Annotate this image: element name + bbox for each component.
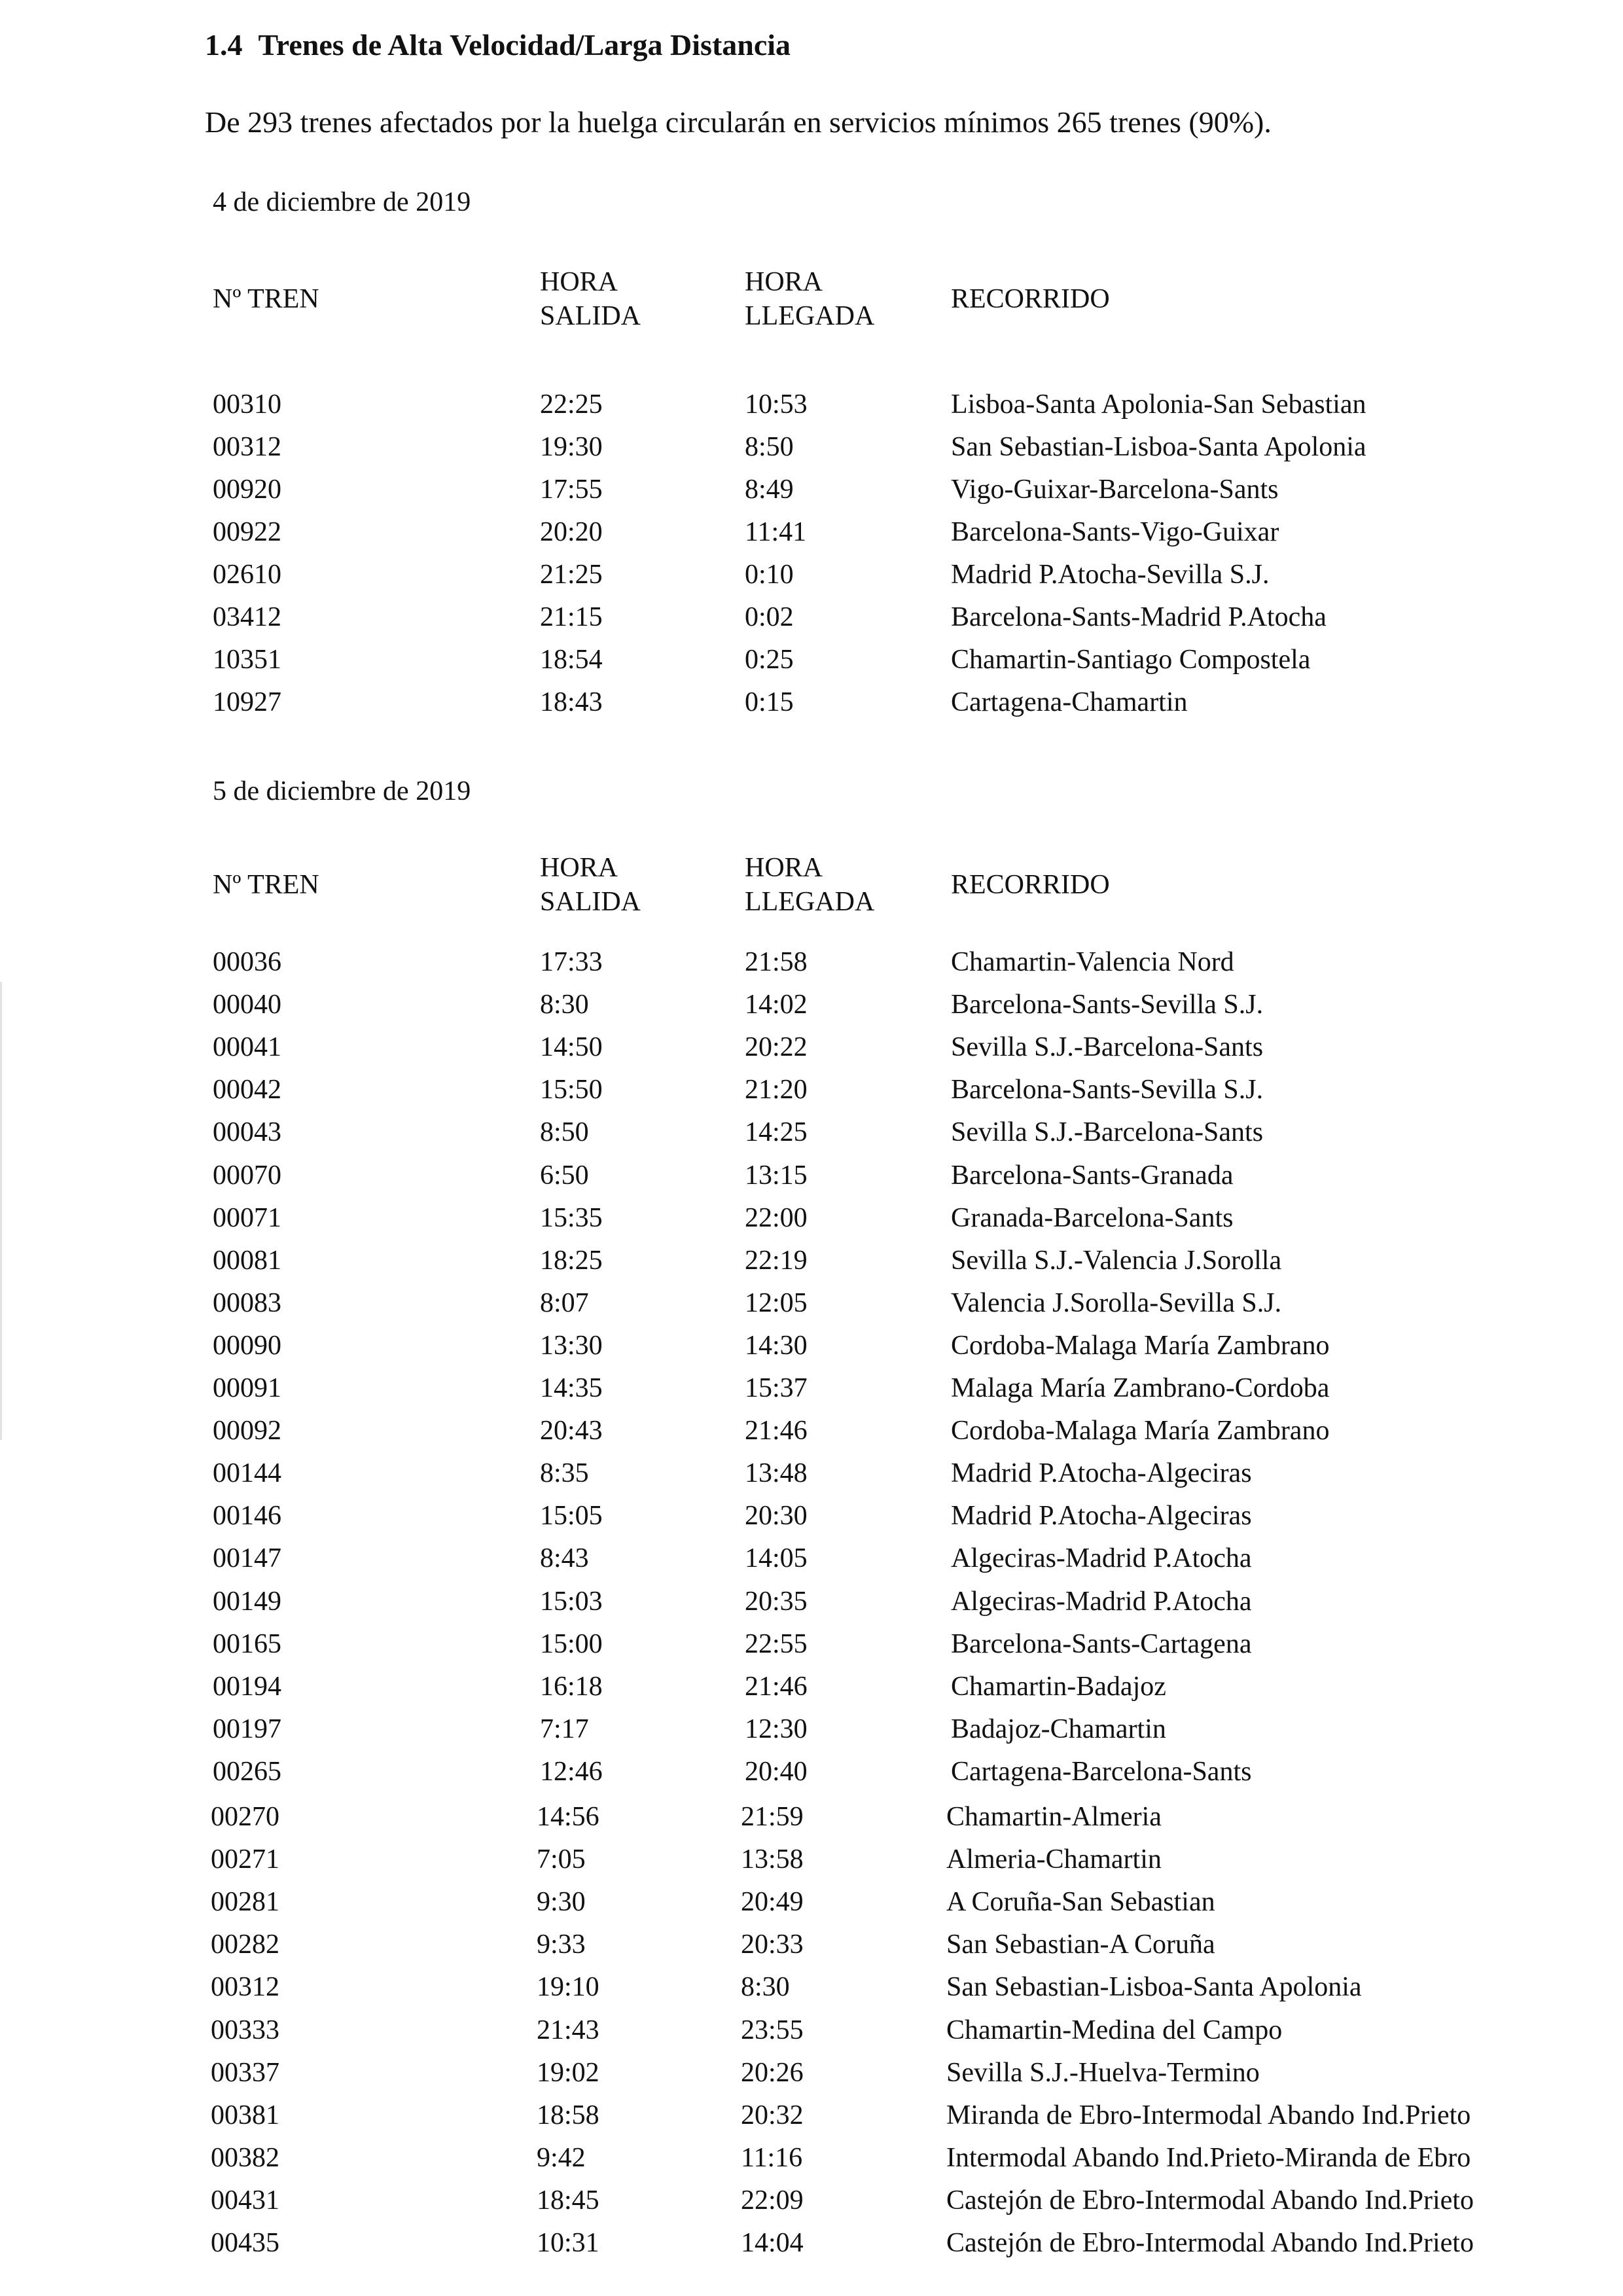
route: Almeria-Chamartin [946, 1844, 1162, 1874]
route: Barcelona-Sants-Cartagena [951, 1629, 1252, 1659]
arrival-time: 21:20 [745, 1075, 808, 1105]
table-row [0, 1282, 1623, 1325]
arrival-time: 21:59 [741, 1802, 804, 1832]
route: Valencia J.Sorolla-Sevilla S.J. [951, 1288, 1282, 1318]
arrival-time: 20:22 [745, 1032, 808, 1062]
departure-time: 18:25 [540, 1246, 603, 1276]
route: Granada-Barcelona-Sants [951, 1203, 1234, 1233]
arrival-time: 14:04 [741, 2228, 804, 2258]
train-number: 00312 [213, 432, 281, 462]
train-number: 00312 [211, 1972, 279, 2002]
train-number: 00382 [211, 2143, 279, 2173]
arrival-time: 13:58 [741, 1844, 804, 1874]
route: Cartagena-Barcelona-Sants [951, 1757, 1252, 1787]
table-row [0, 1452, 1623, 1495]
train-number: 00081 [213, 1246, 281, 1276]
arrival-time: 14:30 [745, 1331, 808, 1361]
departure-time: 16:18 [540, 1672, 603, 1702]
departure-time: 19:02 [537, 2058, 599, 2088]
arrival-time: 12:30 [745, 1714, 808, 1744]
table-row [0, 1026, 1623, 1069]
departure-time: 18:58 [537, 2100, 599, 2130]
route: Cordoba-Malaga María Zambrano [951, 1331, 1330, 1361]
column-header-llegada-line1: HORA [745, 267, 823, 297]
table-row [0, 2052, 1623, 2094]
train-number: 00197 [213, 1714, 281, 1744]
route: Chamartin-Santiago Compostela [951, 645, 1311, 675]
route: Algeciras-Madrid P.Atocha [951, 1543, 1252, 1573]
column-header-salida-line2: SALIDA [540, 301, 641, 331]
table-row [0, 941, 1623, 984]
route: Cordoba-Malaga María Zambrano [951, 1416, 1330, 1446]
departure-time: 18:54 [540, 645, 603, 675]
section-title: Trenes de Alta Velocidad/Larga Distancia [258, 28, 791, 62]
table-row [0, 1325, 1623, 1367]
departure-time: 8:43 [540, 1543, 589, 1573]
table-row [0, 2009, 1623, 2052]
route: Madrid P.Atocha-Sevilla S.J. [951, 560, 1270, 590]
train-number: 00092 [213, 1416, 281, 1446]
train-number: 00083 [213, 1288, 281, 1318]
table-row [0, 1666, 1623, 1708]
train-number: 00194 [213, 1672, 281, 1702]
arrival-time: 0:15 [745, 687, 794, 717]
train-number: 00922 [213, 517, 281, 547]
train-number: 00381 [211, 2100, 279, 2130]
arrival-time: 12:05 [745, 1288, 808, 1318]
departure-time: 12:46 [540, 1757, 603, 1787]
table-row [0, 1581, 1623, 1623]
departure-time: 15:50 [540, 1075, 603, 1105]
train-number: 00042 [213, 1075, 281, 1105]
arrival-time: 11:41 [745, 517, 807, 547]
departure-time: 8:30 [540, 990, 589, 1020]
train-number: 00147 [213, 1543, 281, 1573]
arrival-time: 13:48 [745, 1458, 808, 1488]
departure-time: 22:25 [540, 389, 603, 420]
route: Barcelona-Sants-Granada [951, 1160, 1234, 1191]
table-row [0, 1796, 1623, 1839]
arrival-time: 0:25 [745, 645, 794, 675]
column-header-llegada [745, 851, 874, 919]
arrival-time: 22:00 [745, 1203, 808, 1233]
departure-time: 20:20 [540, 517, 603, 547]
train-number: 00040 [213, 990, 281, 1020]
train-number: 00265 [213, 1757, 281, 1787]
departure-time: 18:45 [537, 2185, 599, 2215]
departure-time: 19:30 [540, 432, 603, 462]
route: Chamartin-Medina del Campo [946, 2015, 1283, 2045]
train-number: 00071 [213, 1203, 281, 1233]
route: Barcelona-Sants-Sevilla S.J. [951, 990, 1264, 1020]
route: Chamartin-Badajoz [951, 1672, 1166, 1702]
train-number: 00920 [213, 475, 281, 505]
departure-time: 17:33 [540, 947, 603, 977]
departure-time: 21:15 [540, 602, 603, 632]
table-row [0, 384, 1623, 426]
schedule-date: 5 de diciembre de 2019 [213, 776, 471, 806]
train-number: 00070 [213, 1160, 281, 1191]
arrival-time: 0:10 [745, 560, 794, 590]
route: Castejón de Ebro-Intermodal Abando Ind.Prieto [946, 2228, 1474, 2258]
table-row [0, 1367, 1623, 1410]
route: San Sebastian-A Coruña [946, 1929, 1215, 1960]
table-row [0, 2137, 1623, 2179]
arrival-time: 20:40 [745, 1757, 808, 1787]
train-number: 00043 [213, 1117, 281, 1147]
departure-time: 8:07 [540, 1288, 589, 1318]
train-number: 00041 [213, 1032, 281, 1062]
departure-time: 21:25 [540, 560, 603, 590]
table-row [0, 596, 1623, 639]
route: Sevilla S.J.-Barcelona-Sants [951, 1117, 1264, 1147]
route: Sevilla S.J.-Valencia J.Sorolla [951, 1246, 1282, 1276]
table-row [0, 1495, 1623, 1537]
table-row [0, 1623, 1623, 1666]
table-row [0, 1240, 1623, 1282]
route: Madrid P.Atocha-Algeciras [951, 1501, 1252, 1531]
train-number: 00270 [211, 1802, 279, 1832]
arrival-time: 20:32 [741, 2100, 804, 2130]
table-row [0, 469, 1623, 511]
column-header-recorrido: RECORRIDO [951, 870, 1110, 900]
arrival-time: 13:15 [745, 1160, 808, 1191]
train-number: 00333 [211, 2015, 279, 2045]
arrival-time: 15:37 [745, 1373, 808, 1403]
arrival-time: 8:49 [745, 475, 794, 505]
train-number: 00090 [213, 1331, 281, 1361]
arrival-time: 22:55 [745, 1629, 808, 1659]
departure-time: 8:50 [540, 1117, 589, 1147]
arrival-time: 8:50 [745, 432, 794, 462]
column-header-llegada-line1: HORA [745, 853, 823, 883]
table-row [0, 1966, 1623, 2009]
train-number: 00337 [211, 2058, 279, 2088]
train-number: 00036 [213, 947, 281, 977]
arrival-time: 14:05 [745, 1543, 808, 1573]
arrival-time: 22:09 [741, 2185, 804, 2215]
column-header-salida-line1: HORA [540, 267, 618, 297]
train-number: 00165 [213, 1629, 281, 1659]
departure-time: 10:31 [537, 2228, 599, 2258]
route: Lisboa-Santa Apolonia-San Sebastian [951, 389, 1366, 420]
arrival-time: 14:25 [745, 1117, 808, 1147]
departure-time: 15:00 [540, 1629, 603, 1659]
train-number: 00282 [211, 1929, 279, 1960]
route: San Sebastian-Lisboa-Santa Apolonia [951, 432, 1366, 462]
route: Barcelona-Sants-Vigo-Guixar [951, 517, 1279, 547]
table-row [0, 511, 1623, 554]
arrival-time: 20:49 [741, 1887, 804, 1917]
column-header-salida [540, 851, 641, 919]
section-heading [205, 27, 791, 62]
arrival-time: 0:02 [745, 602, 794, 632]
train-number: 00091 [213, 1373, 281, 1403]
departure-time: 21:43 [537, 2015, 599, 2045]
table-row [0, 1069, 1623, 1111]
route: Sevilla S.J.-Barcelona-Sants [951, 1032, 1264, 1062]
route: Chamartin-Almeria [946, 1802, 1162, 1832]
section-number: 1.4 [205, 28, 243, 62]
route: Malaga María Zambrano-Cordoba [951, 1373, 1330, 1403]
train-number: 00271 [211, 1844, 279, 1874]
departure-time: 20:43 [540, 1416, 603, 1446]
train-number: 10351 [213, 645, 281, 675]
table-row [0, 1410, 1623, 1452]
train-number: 00310 [213, 389, 281, 420]
table-row [0, 2094, 1623, 2137]
column-header-llegada-line2: LLEGADA [745, 301, 875, 331]
route: Barcelona-Sants-Madrid P.Atocha [951, 602, 1327, 632]
table-row [0, 639, 1623, 681]
route: Miranda de Ebro-Intermodal Abando Ind.Prieto [946, 2100, 1471, 2130]
schedule-date: 4 de diciembre de 2019 [213, 187, 471, 217]
table-row [0, 1751, 1623, 1793]
arrival-time: 21:58 [745, 947, 808, 977]
route: Barcelona-Sants-Sevilla S.J. [951, 1075, 1264, 1105]
departure-time: 15:35 [540, 1203, 603, 1233]
train-number: 00435 [211, 2228, 279, 2258]
arrival-time: 20:35 [745, 1587, 808, 1617]
departure-time: 7:05 [537, 1844, 586, 1874]
route: Algeciras-Madrid P.Atocha [951, 1587, 1252, 1617]
departure-time: 13:30 [540, 1331, 603, 1361]
arrival-time: 11:16 [741, 2143, 803, 2173]
train-number: 02610 [213, 560, 281, 590]
arrival-time: 23:55 [741, 2015, 804, 2045]
departure-time: 19:10 [537, 1972, 599, 2002]
departure-time: 8:35 [540, 1458, 589, 1488]
route: Sevilla S.J.-Huelva-Termino [946, 2058, 1260, 2088]
route: Badajoz-Chamartin [951, 1714, 1166, 1744]
table-row [0, 1839, 1623, 1881]
departure-time: 6:50 [540, 1160, 589, 1191]
arrival-time: 21:46 [745, 1672, 808, 1702]
departure-time: 15:05 [540, 1501, 603, 1531]
arrival-time: 20:30 [745, 1501, 808, 1531]
table-row [0, 2222, 1623, 2265]
arrival-time: 21:46 [745, 1416, 808, 1446]
train-number: 00149 [213, 1587, 281, 1617]
route: Madrid P.Atocha-Algeciras [951, 1458, 1252, 1488]
column-header-tren: Nº TREN [213, 284, 319, 314]
table-row [0, 984, 1623, 1026]
train-number: 00144 [213, 1458, 281, 1488]
departure-time: 7:17 [540, 1714, 589, 1744]
route: Chamartin-Valencia Nord [951, 947, 1234, 977]
route: San Sebastian-Lisboa-Santa Apolonia [946, 1972, 1362, 2002]
arrival-time: 8:30 [741, 1972, 790, 2002]
table-row [0, 681, 1623, 724]
column-header-llegada [745, 265, 874, 333]
departure-time: 9:30 [537, 1887, 586, 1917]
train-number: 03412 [213, 602, 281, 632]
table-row [0, 1155, 1623, 1197]
table-row [0, 2179, 1623, 2222]
departure-time: 14:56 [537, 1802, 599, 1832]
departure-time: 15:03 [540, 1587, 603, 1617]
departure-time: 17:55 [540, 475, 603, 505]
table-row [0, 1708, 1623, 1751]
column-header-salida [540, 265, 641, 333]
departure-time: 18:43 [540, 687, 603, 717]
table-row [0, 1537, 1623, 1580]
table-row [0, 426, 1623, 469]
table-row [0, 1197, 1623, 1240]
column-header-salida-line2: SALIDA [540, 887, 641, 917]
arrival-time: 20:33 [741, 1929, 804, 1960]
intro-paragraph: De 293 trenes afectados por la huelga circularán en servicios mínimos 265 trenes (90%). [205, 105, 1272, 139]
column-header-salida-line1: HORA [540, 853, 618, 883]
departure-time: 9:42 [537, 2143, 586, 2173]
route: A Coruña-San Sebastian [946, 1887, 1215, 1917]
departure-time: 14:50 [540, 1032, 603, 1062]
route: Cartagena-Chamartin [951, 687, 1188, 717]
arrival-time: 14:02 [745, 990, 808, 1020]
train-number: 00431 [211, 2185, 279, 2215]
arrival-time: 10:53 [745, 389, 808, 420]
table-row [0, 1924, 1623, 1966]
arrival-time: 20:26 [741, 2058, 804, 2088]
arrival-time: 22:19 [745, 1246, 808, 1276]
table-row [0, 554, 1623, 596]
departure-time: 9:33 [537, 1929, 586, 1960]
column-header-tren: Nº TREN [213, 870, 319, 900]
route: Castejón de Ebro-Intermodal Abando Ind.Prieto [946, 2185, 1474, 2215]
departure-time: 14:35 [540, 1373, 603, 1403]
column-header-recorrido: RECORRIDO [951, 284, 1110, 314]
train-number: 10927 [213, 687, 281, 717]
column-header-llegada-line2: LLEGADA [745, 887, 875, 917]
route: Intermodal Abando Ind.Prieto-Miranda de Ebro [946, 2143, 1471, 2173]
table-row [0, 1881, 1623, 1924]
train-number: 00146 [213, 1501, 281, 1531]
table-row [0, 1111, 1623, 1154]
route: Vigo-Guixar-Barcelona-Sants [951, 475, 1279, 505]
train-number: 00281 [211, 1887, 279, 1917]
